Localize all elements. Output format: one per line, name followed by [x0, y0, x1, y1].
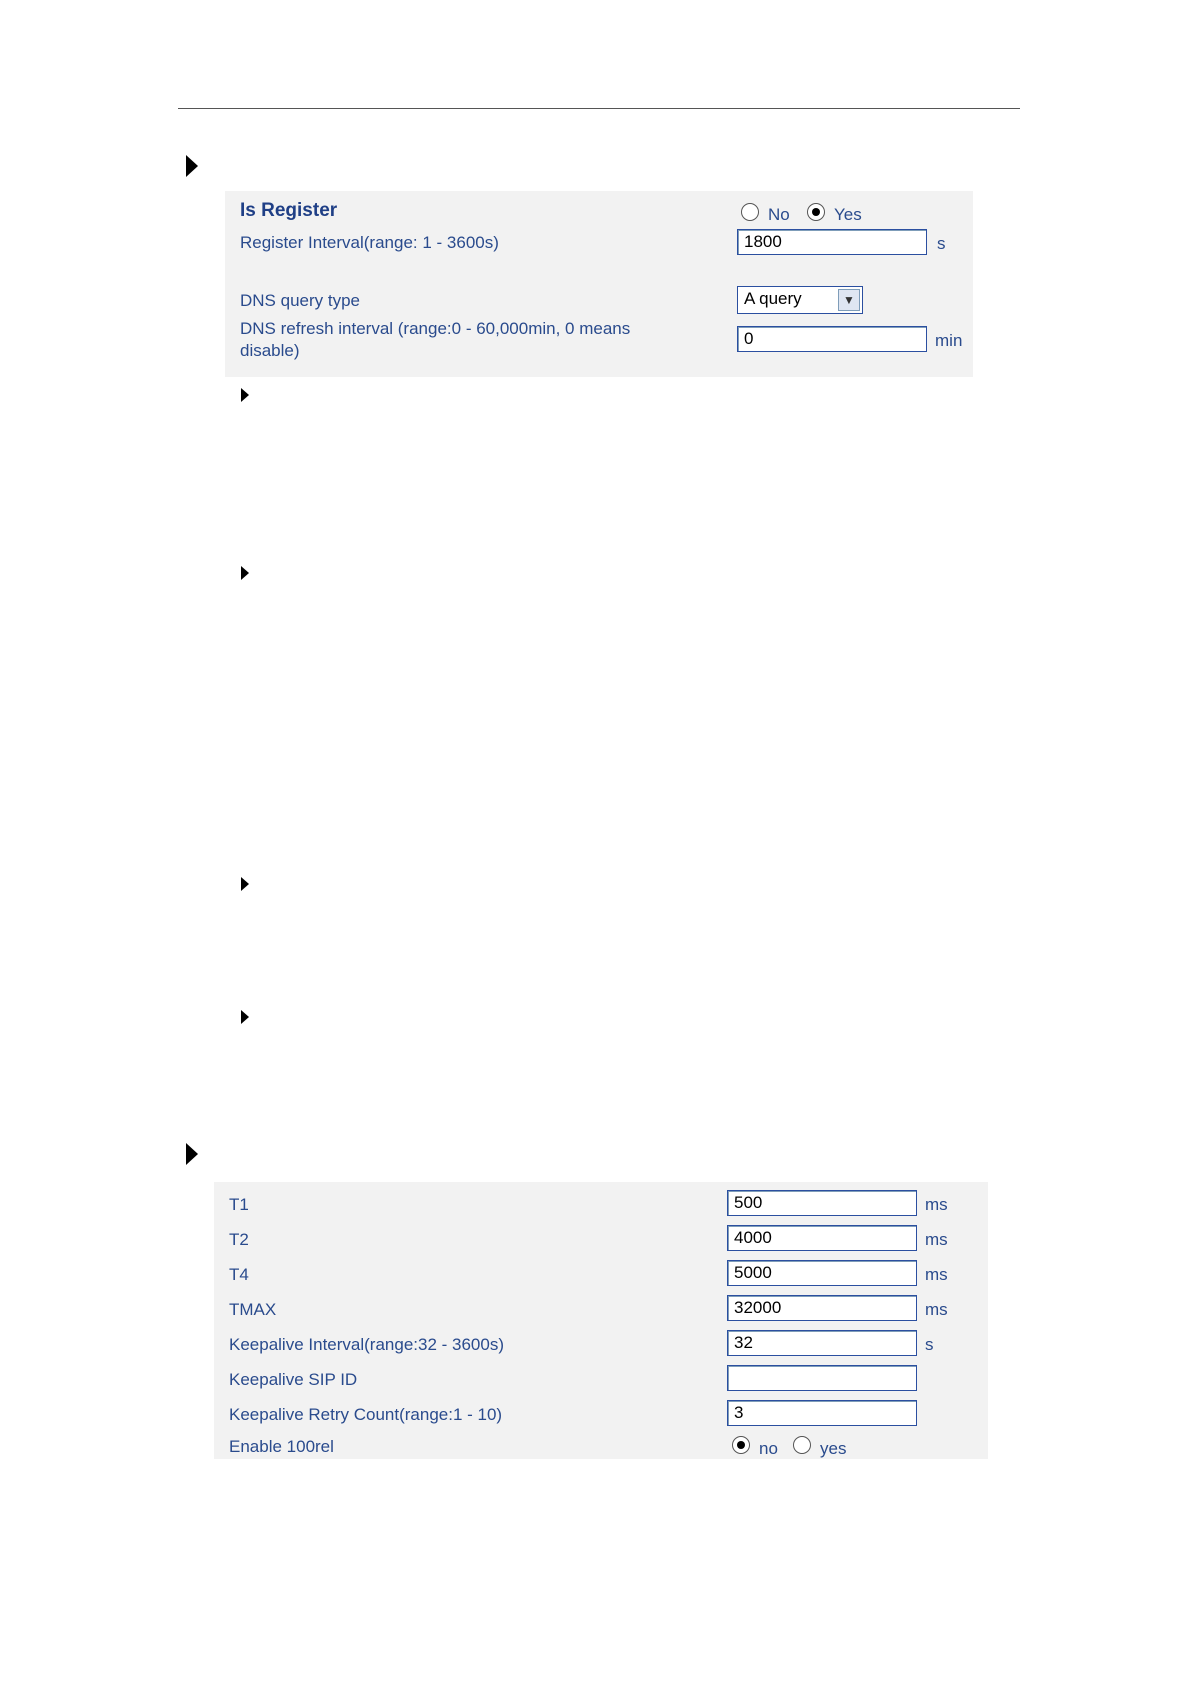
register-interval-unit: s	[937, 234, 946, 253]
tmax-input[interactable]: 32000	[727, 1295, 917, 1321]
t4-unit: ms	[925, 1265, 948, 1284]
bullet-arrow-icon	[241, 877, 249, 891]
enable-100rel-yes-radio[interactable]	[793, 1436, 811, 1454]
keepalive-interval-label: Keepalive Interval(range:32 - 3600s)	[229, 1335, 504, 1354]
tmax-label: TMAX	[229, 1300, 277, 1319]
t2-input[interactable]: 4000	[727, 1225, 917, 1251]
is-register-yes-radio[interactable]	[807, 203, 825, 221]
is-register-yes-label: Yes	[834, 205, 862, 224]
dns-refresh-interval-label: DNS refresh interval (range:0 - 60,000min, 0 means disable)	[240, 319, 631, 360]
t4-label: T4	[229, 1265, 249, 1284]
register-settings-panel	[225, 191, 973, 377]
t2-unit: ms	[925, 1230, 948, 1249]
keepalive-sip-id-input[interactable]	[727, 1365, 917, 1391]
t1-input[interactable]: 500	[727, 1190, 917, 1216]
enable-100rel-yes-label: yes	[820, 1439, 847, 1458]
timer-settings-panel	[214, 1182, 988, 1459]
enable-100rel-no-radio[interactable]	[732, 1436, 750, 1454]
keepalive-sip-id-label: Keepalive SIP ID	[229, 1370, 358, 1389]
keepalive-retry-label: Keepalive Retry Count(range:1 - 10)	[229, 1405, 503, 1424]
dns-refresh-interval-unit: min	[935, 331, 963, 350]
dns-refresh-interval-input[interactable]: 0	[737, 326, 927, 352]
bullet-arrow-icon	[241, 1010, 249, 1024]
t2-label: T2	[229, 1230, 249, 1249]
chevron-down-icon[interactable]: ▼	[838, 289, 860, 311]
is-register-no-radio[interactable]	[741, 203, 759, 221]
keepalive-retry-input[interactable]: 3	[727, 1400, 917, 1426]
keepalive-interval-input[interactable]: 32	[727, 1330, 917, 1356]
section-arrow-icon	[186, 155, 198, 177]
enable-100rel-label: Enable 100rel	[229, 1437, 334, 1456]
t4-input[interactable]: 5000	[727, 1260, 917, 1286]
register-interval-input[interactable]: 1800	[737, 229, 927, 255]
tmax-unit: ms	[925, 1300, 948, 1319]
section-arrow-icon	[186, 1143, 198, 1165]
is-register-label: Is Register	[240, 200, 338, 221]
bullet-arrow-icon	[241, 388, 249, 402]
dns-query-type-label: DNS query type	[240, 291, 360, 310]
is-register-no-label: No	[768, 205, 790, 224]
dns-query-type-value: A query	[744, 289, 802, 308]
register-interval-label: Register Interval(range: 1 - 3600s)	[240, 233, 499, 252]
bullet-arrow-icon	[241, 566, 249, 580]
enable-100rel-no-label: no	[759, 1439, 778, 1458]
t1-label: T1	[229, 1195, 249, 1214]
t1-unit: ms	[925, 1195, 948, 1214]
keepalive-interval-unit: s	[925, 1335, 934, 1354]
dns-query-type-select[interactable]	[737, 286, 863, 314]
header-divider	[178, 108, 1020, 109]
